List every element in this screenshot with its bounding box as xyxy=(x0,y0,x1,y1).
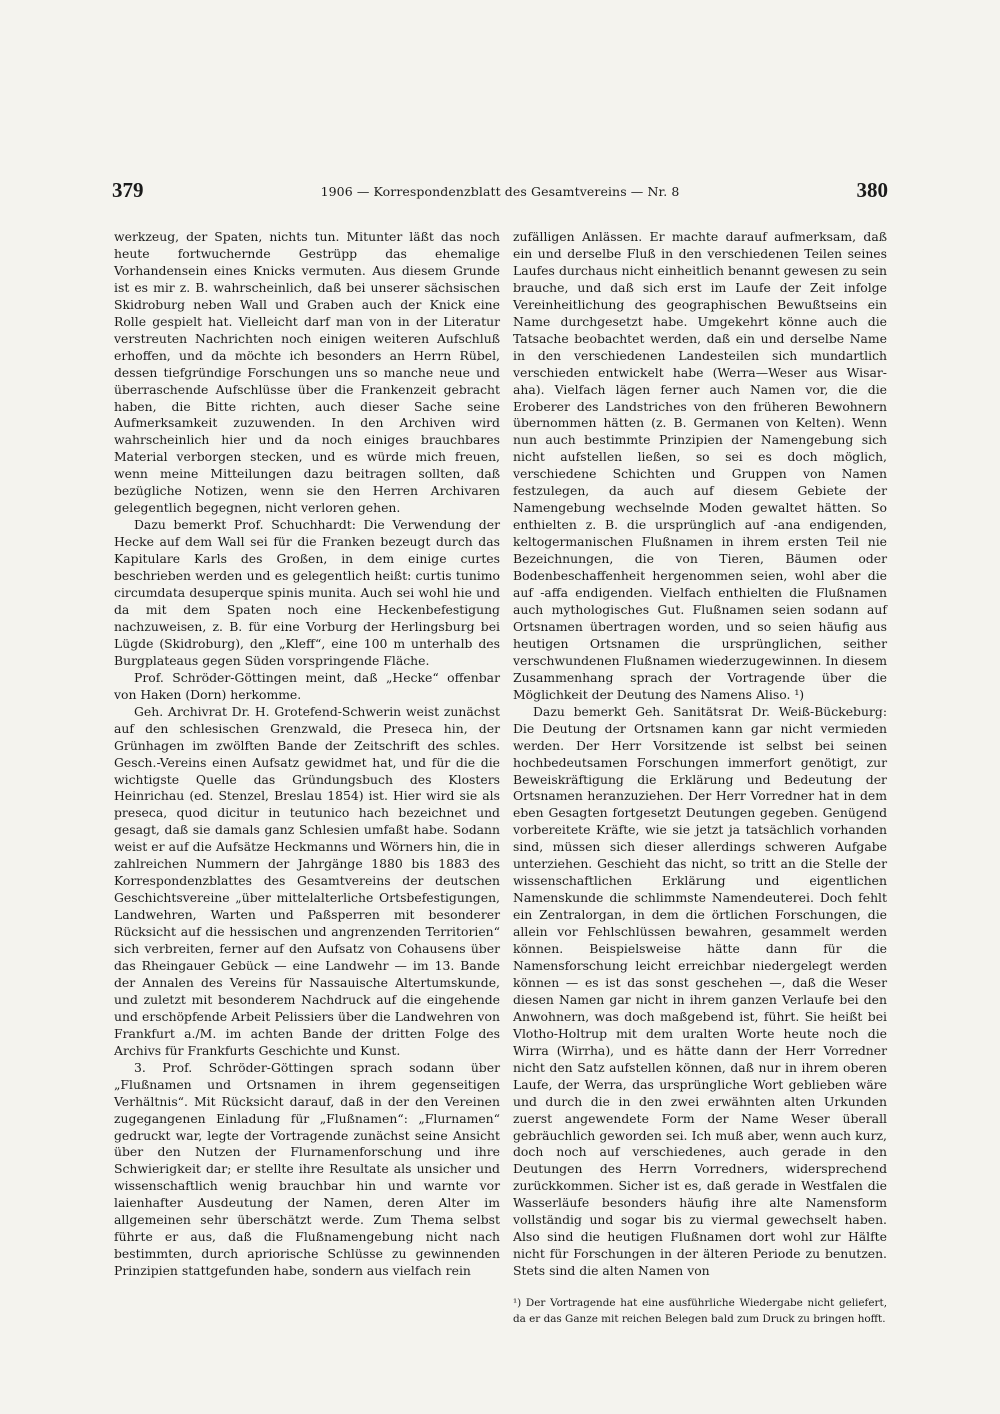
paragraph: Prof. Schröder-Göttingen meint, daß „Hecke“ offenbar von Haken (Dorn) herkomme. xyxy=(114,669,500,702)
column-divider xyxy=(505,215,506,1225)
page-header xyxy=(112,178,888,208)
page-number-left: 379 xyxy=(112,178,144,202)
footnote: ¹) Der Vortragende hat eine ausführliche Wiedergabe nicht geliefert, da er das Ganze mit reichen Belegen bald zum Druck zu bringen hofft. xyxy=(513,1297,887,1325)
paragraph: 3. Prof. Schröder-Göttingen sprach sodann über „Flußnamen und Ortsnamen in ihrem gegenseitigen Verhältnis“. Mit Rücksicht darauf, daß in der den Vereinen zugegangenen Einladung für „Flußnamen“: „Flurnamen“ gedruckt war, legte der Vortragende zunächst seine Ansicht über den Nutzen der Flurnamenforschung und ihre Schwierigkeit dar; er stellte ihre Resultate als unsicher und wissenschaftlich wenig brauchbar hin und warnte vor laienhafter Ausdeutung der Namen, deren Alter im allgemeinen sehr überschätzt werde. Zum Thema selbst führte er aus, daß die Flußnamengebung nicht nach bestimmten, durch apriorische Schlüsse zu gewinnenden Prinzipien stattgefunden habe, sondern aus vielfach rein xyxy=(114,1059,500,1279)
paragraph: Dazu bemerkt Geh. Sanitätsrat Dr. Weiß-Bückeburg: Die Deutung der Ortsnamen kann gar nicht vermieden werden. Der Herr Vorsitzende ist selbst bei seinen hochbedeutsamen Forschungen immerfort genötigt, zur Beweiskräftigung die Erklärung und Bedeutung der Ortsnamen heranzuziehen. Der Herr Vorredner hat in dem eben Gesagten fortgesetzt Deutungen gegeben. Genügend vorbereitete Kräfte, wie sie jetzt ja tatsächlich vorhanden sind, müssen sich dieser allerdings schweren Aufgabe unterziehen. Geschieht das nicht, so tritt an die Stelle der wissenschaftlichen Erklärung und eigentlichen Namenskunde die schlimmste Namendeuterei. Doch fehlt ein Zentralorgan, in dem die örtlichen Forschungen, die allein vor Fehlschlüssen bewahren, gesammelt werden können. Beispielsweise hätte dann für die Namensforschung leicht erreichbar niedergelegt werden können — es ist das sonst geschehen —, daß die Weser diesen Namen gar nicht in ihrem ganzen Verlaufe bei den Anwohnern, was doch maßgebend ist, führt. Sie heißt bei Vlotho-Holtrup mit dem uralten Worte heute noch die Wirra (Wirrha), und es hätte dann der Herr Vorredner nicht den Satz aufstellen können, daß nur in ihrem oberen Laufe, der Werra, das ursprüngliche Wort geblieben wäre und durch die in den zwei erwähnten alten Urkunden zuerst angewendete Form der Name Weser überall gebräuchlich geworden sei. Ich muß aber, wenn auch kurz, doch noch auf verschiedenes, auch gerade in den Deutungen des Herrn Vorredners, widersprechend zurückkommen. Sicher ist es, daß gerade in Westfalen die Wasserläufe besonders häufig ihre alte Namensform vollständig und sogar bis zu viermal gewechselt haben. Also sind die heutigen Flußnamen dort wohl zur Hälfte nicht für Forschungen in der älteren Periode zu benutzen. Stets sind die alten Namen von xyxy=(513,703,887,1279)
paragraph: Dazu bemerkt Prof. Schuchhardt: Die Verwendung der Hecke auf dem Wall sei für die Franken bezeugt durch das Kapitulare Karls des Großen, in dem einige curtes beschrieben werden und es gelegentlich heißt: curtis tunimo circumdata desuperque spinis munita. Auch sei wohl hie und da mit dem Spaten noch eine Heckenbefestigung nachzuweisen, z. B. für eine Vorburg der Herlingsburg bei Lügde (Skidroburg), den „Kleff“, eine 100 m unterhalb des Burgplateaus gegen Süden vorspringende Fläche. xyxy=(114,517,500,668)
paragraph: werkzeug, der Spaten, nichts tun. Mitunter läßt das noch heute fortwuchernde Gestrüpp das ehemalige Vorhandensein eines Knicks vermuten. Aus diesem Grunde ist es mir z. B. wahrscheinlich, daß bei unserer sächsischen Skidroburg neben Wall und Graben auch der Knick eine Rolle gespielt hat. Vielleicht darf man von in der Literatur verstreuten Nachrichten noch einigen weiteren Aufschluß erhoffen, und da möchte ich besonders an Herrn Rübel, dessen tiefgründige Forschungen uns so manche neue und überraschende Aufschlüsse über die Frankenzeit gebracht haben, die Bitte richten, auch dieser Sache seine Aufmerksamkeit zuzuwenden. In den Archiven wird wahrscheinlich hier und da noch einiges brauchbares Material verborgen stecken, und es würde mich freuen, wenn meine Mitteilungen dazu beitragen sollten, daß bezügliche Notizen, wenn sie den Herren Archivaren gelegentlich begegnen, nicht verloren gehen. xyxy=(114,229,500,516)
page-number-right: 380 xyxy=(856,178,888,202)
paragraph: Geh. Archivrat Dr. H. Grotefend-Schwerin weist zunächst auf den schlesischen Grenzwald, die Preseca hin, der Grünhagen im zwölften Bande der Zeitschrift des schles. Gesch.-Vereins einen Aufsatz gewidmet hat, und für die die wichtigste Quelle das Gründungsbuch des Klosters Heinrichau (ed. Stenzel, Breslau 1854) ist. Hier wird sie als preseca, quod dicitur in teutunico hach bezeichnet und gesagt, daß sie damals ganz Schlesien umfaßt habe. Sodann weist er auf die Aufsätze Heckmanns und Wörners hin, die in zahlreichen Nummern der Jahrgänge 1880 bis 1883 des Korrespondenzblattes des Gesamtvereins der deutschen Geschichtsvereine „über mittelalterliche Ortsbefestigungen, Landwehren, Warten und Paßsperren mit besonderer Rücksicht auf die hessischen und angrenzenden Territorien“ sich verbreiten, ferner auf den Aufsatz von Cohausens über das Rheingauer Gebück — eine Landwehr — im 13. Bande der Annalen des Vereins für Nassauische Altertumskunde, und zuletzt mit besonderem Nachdruck auf die eingehende und erschöpfende Arbeit Pelissiers über die Landwehren von Frankfurt a./M. im achten Bande der dritten Folge des Archivs für Frankfurts Geschichte und Kunst. xyxy=(114,703,500,1058)
paragraph: zufälligen Anlässen. Er machte darauf aufmerksam, daß ein und derselbe Fluß in den verschiedenen Teilen seines Laufes durchaus nicht einheitlich benannt gewesen zu sein brauche, und daß sich erst im Laufe der Zeit infolge Vereinheitlichung des geographischen Bewußtseins ein Name durchgesetzt habe. Umgekehrt könne auch die Tatsache beobachtet werden, daß ein und derselbe Name in den verschiedenen Landesteilen sich mundartlich verschieden entwickelt habe (Werra—Weser aus Wisar-aha). Vielfach lägen ferner auch Namen vor, die die Eroberer des Landstriches von den früheren Bewohnern übernommen hätten (z. B. Germanen von Kelten). Wenn nun auch bestimmte Prinzipien der Namengebung sich nicht aufstellen ließen, so sei es doch möglich, verschiedene Schichten und Gruppen von Namen festzulegen, da auch auf diesem Gebiete der Namengebung wechselnde Moden gewaltet hätten. So enthielten z. B. die ursprünglich auf -ana endigenden, keltogermanischen Flußnamen in ihrem ersten Teil nie Bezeichnungen, die von Tieren, Bäumen oder Bodenbeschaffenheit hergenommen seien, wohl aber die auf -affa endigenden. Vielfach enthielten die Flußnamen auch mythologisches Gut. Flußnamen seien sodann auf Ortsnamen übertragen worden, und so seien häufig aus heutigen Ortsnamen die ursprünglichen, seither verschwundenen Flußnamen wiederzugewinnen. In diesem Zusammenhang sprach der Vortragende über die Möglichkeit der Deutung des Namens Aliso. ¹) xyxy=(513,229,887,702)
running-title: 1906 — Korrespondenzblatt des Gesamtvereins — Nr. 8 xyxy=(320,184,680,199)
footnote-spacer xyxy=(513,1280,887,1296)
right-column xyxy=(513,229,887,1327)
left-column xyxy=(114,229,500,1280)
